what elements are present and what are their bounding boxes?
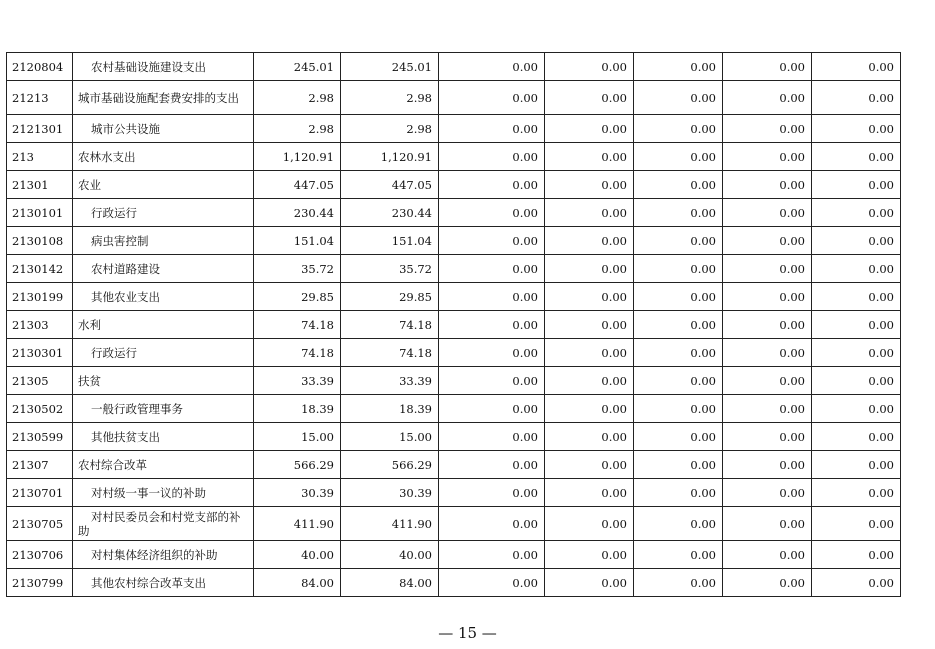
amount-cell: 2.98 bbox=[254, 81, 341, 115]
amount-cell: 0.00 bbox=[545, 227, 634, 255]
amount-cell: 1,120.91 bbox=[341, 143, 439, 171]
subject-code-cell: 2120804 bbox=[7, 53, 73, 81]
subject-code-cell: 2121301 bbox=[7, 115, 73, 143]
amount-cell: 566.29 bbox=[341, 451, 439, 479]
table-row bbox=[7, 227, 901, 255]
amount-cell: 0.00 bbox=[545, 53, 634, 81]
amount-cell: 74.18 bbox=[341, 339, 439, 367]
amount-cell: 2.98 bbox=[254, 115, 341, 143]
subject-name-cell: 农业 bbox=[73, 171, 254, 199]
table-row bbox=[7, 479, 901, 507]
subject-code-cell: 2130706 bbox=[7, 541, 73, 569]
subject-name-cell: 一般行政管理事务 bbox=[73, 395, 254, 423]
page-number: — 15 — bbox=[438, 624, 497, 642]
subject-code-cell: 2130108 bbox=[7, 227, 73, 255]
amount-cell: 0.00 bbox=[634, 339, 723, 367]
amount-cell: 0.00 bbox=[634, 541, 723, 569]
amount-cell: 29.85 bbox=[254, 283, 341, 311]
amount-cell: 0.00 bbox=[545, 423, 634, 451]
subject-name-cell: 对村民委员会和村党支部的补助 bbox=[73, 507, 254, 541]
subject-code-cell: 2130101 bbox=[7, 199, 73, 227]
subject-code-cell: 21307 bbox=[7, 451, 73, 479]
amount-cell: 0.00 bbox=[634, 115, 723, 143]
budget-table-body bbox=[7, 53, 901, 597]
amount-cell: 0.00 bbox=[634, 283, 723, 311]
amount-cell: 0.00 bbox=[634, 53, 723, 81]
amount-cell: 0.00 bbox=[812, 395, 901, 423]
amount-cell: 0.00 bbox=[545, 451, 634, 479]
amount-cell: 30.39 bbox=[341, 479, 439, 507]
amount-cell: 0.00 bbox=[634, 199, 723, 227]
table-row bbox=[7, 171, 901, 199]
amount-cell: 0.00 bbox=[545, 255, 634, 283]
table-row bbox=[7, 115, 901, 143]
table-row bbox=[7, 53, 901, 81]
amount-cell: 0.00 bbox=[439, 227, 545, 255]
amount-cell: 0.00 bbox=[545, 507, 634, 541]
subject-code-cell: 2130799 bbox=[7, 569, 73, 597]
amount-cell: 0.00 bbox=[634, 507, 723, 541]
amount-cell: 0.00 bbox=[439, 569, 545, 597]
amount-cell: 0.00 bbox=[439, 423, 545, 451]
amount-cell: 0.00 bbox=[723, 227, 812, 255]
amount-cell: 0.00 bbox=[634, 81, 723, 115]
amount-cell: 0.00 bbox=[634, 367, 723, 395]
amount-cell: 74.18 bbox=[341, 311, 439, 339]
table-row bbox=[7, 569, 901, 597]
amount-cell: 0.00 bbox=[439, 541, 545, 569]
subject-name-cell: 农村基础设施建设支出 bbox=[73, 53, 254, 81]
amount-cell: 411.90 bbox=[341, 507, 439, 541]
table-row bbox=[7, 311, 901, 339]
amount-cell: 447.05 bbox=[254, 171, 341, 199]
amount-cell: 0.00 bbox=[439, 479, 545, 507]
amount-cell: 0.00 bbox=[723, 395, 812, 423]
amount-cell: 35.72 bbox=[254, 255, 341, 283]
amount-cell: 230.44 bbox=[254, 199, 341, 227]
subject-code-cell: 2130142 bbox=[7, 255, 73, 283]
amount-cell: 0.00 bbox=[723, 115, 812, 143]
subject-name-cell: 其他农业支出 bbox=[73, 283, 254, 311]
amount-cell: 0.00 bbox=[545, 283, 634, 311]
amount-cell: 0.00 bbox=[723, 255, 812, 283]
amount-cell: 40.00 bbox=[341, 541, 439, 569]
amount-cell: 0.00 bbox=[812, 143, 901, 171]
table-row bbox=[7, 451, 901, 479]
amount-cell: 84.00 bbox=[341, 569, 439, 597]
subject-code-cell: 21301 bbox=[7, 171, 73, 199]
amount-cell: 35.72 bbox=[341, 255, 439, 283]
amount-cell: 0.00 bbox=[723, 283, 812, 311]
amount-cell: 230.44 bbox=[341, 199, 439, 227]
amount-cell: 0.00 bbox=[439, 115, 545, 143]
table-row bbox=[7, 81, 901, 115]
amount-cell: 0.00 bbox=[812, 171, 901, 199]
amount-cell: 15.00 bbox=[254, 423, 341, 451]
amount-cell: 0.00 bbox=[634, 227, 723, 255]
amount-cell: 0.00 bbox=[723, 507, 812, 541]
amount-cell: 0.00 bbox=[723, 451, 812, 479]
amount-cell: 0.00 bbox=[723, 81, 812, 115]
amount-cell: 84.00 bbox=[254, 569, 341, 597]
amount-cell: 0.00 bbox=[812, 255, 901, 283]
amount-cell: 0.00 bbox=[812, 199, 901, 227]
amount-cell: 0.00 bbox=[634, 255, 723, 283]
subject-code-cell: 2130502 bbox=[7, 395, 73, 423]
subject-name-cell: 扶贫 bbox=[73, 367, 254, 395]
amount-cell: 0.00 bbox=[812, 311, 901, 339]
amount-cell: 0.00 bbox=[545, 199, 634, 227]
table-row bbox=[7, 255, 901, 283]
amount-cell: 0.00 bbox=[439, 255, 545, 283]
amount-cell: 0.00 bbox=[812, 569, 901, 597]
subject-name-cell: 其他扶贫支出 bbox=[73, 423, 254, 451]
subject-code-cell: 2130199 bbox=[7, 283, 73, 311]
table-row bbox=[7, 541, 901, 569]
amount-cell: 0.00 bbox=[723, 171, 812, 199]
table-row bbox=[7, 507, 901, 541]
amount-cell: 0.00 bbox=[439, 143, 545, 171]
subject-code-cell: 2130301 bbox=[7, 339, 73, 367]
table-row bbox=[7, 395, 901, 423]
amount-cell: 447.05 bbox=[341, 171, 439, 199]
amount-cell: 33.39 bbox=[254, 367, 341, 395]
table-row bbox=[7, 339, 901, 367]
amount-cell: 0.00 bbox=[812, 81, 901, 115]
subject-code-cell: 2130705 bbox=[7, 507, 73, 541]
amount-cell: 0.00 bbox=[634, 451, 723, 479]
amount-cell: 0.00 bbox=[439, 171, 545, 199]
subject-code-cell: 2130599 bbox=[7, 423, 73, 451]
amount-cell: 0.00 bbox=[812, 227, 901, 255]
subject-name-cell: 对村集体经济组织的补助 bbox=[73, 541, 254, 569]
table-row bbox=[7, 423, 901, 451]
subject-name-cell: 水利 bbox=[73, 311, 254, 339]
amount-cell: 2.98 bbox=[341, 115, 439, 143]
amount-cell: 0.00 bbox=[812, 479, 901, 507]
amount-cell: 2.98 bbox=[341, 81, 439, 115]
amount-cell: 0.00 bbox=[812, 115, 901, 143]
amount-cell: 0.00 bbox=[439, 451, 545, 479]
amount-cell: 0.00 bbox=[545, 81, 634, 115]
amount-cell: 0.00 bbox=[723, 541, 812, 569]
amount-cell: 0.00 bbox=[545, 171, 634, 199]
subject-code-cell: 213 bbox=[7, 143, 73, 171]
amount-cell: 0.00 bbox=[439, 311, 545, 339]
amount-cell: 0.00 bbox=[439, 395, 545, 423]
amount-cell: 0.00 bbox=[723, 199, 812, 227]
amount-cell: 0.00 bbox=[812, 423, 901, 451]
amount-cell: 0.00 bbox=[723, 569, 812, 597]
amount-cell: 18.39 bbox=[341, 395, 439, 423]
amount-cell: 29.85 bbox=[341, 283, 439, 311]
amount-cell: 0.00 bbox=[723, 143, 812, 171]
amount-cell: 1,120.91 bbox=[254, 143, 341, 171]
subject-name-cell: 城市公共设施 bbox=[73, 115, 254, 143]
amount-cell: 0.00 bbox=[439, 81, 545, 115]
subject-name-cell: 行政运行 bbox=[73, 199, 254, 227]
amount-cell: 0.00 bbox=[634, 423, 723, 451]
amount-cell: 0.00 bbox=[812, 541, 901, 569]
amount-cell: 0.00 bbox=[545, 395, 634, 423]
amount-cell: 0.00 bbox=[634, 171, 723, 199]
amount-cell: 0.00 bbox=[439, 339, 545, 367]
budget-table bbox=[6, 52, 901, 597]
amount-cell: 0.00 bbox=[439, 283, 545, 311]
subject-code-cell: 21305 bbox=[7, 367, 73, 395]
amount-cell: 0.00 bbox=[723, 423, 812, 451]
subject-name-cell: 农村综合改革 bbox=[73, 451, 254, 479]
amount-cell: 0.00 bbox=[723, 367, 812, 395]
amount-cell: 30.39 bbox=[254, 479, 341, 507]
amount-cell: 18.39 bbox=[254, 395, 341, 423]
table-row bbox=[7, 367, 901, 395]
table-row bbox=[7, 199, 901, 227]
amount-cell: 0.00 bbox=[812, 53, 901, 81]
amount-cell: 0.00 bbox=[812, 283, 901, 311]
amount-cell: 0.00 bbox=[812, 451, 901, 479]
amount-cell: 0.00 bbox=[439, 507, 545, 541]
amount-cell: 0.00 bbox=[723, 53, 812, 81]
amount-cell: 151.04 bbox=[341, 227, 439, 255]
amount-cell: 0.00 bbox=[545, 479, 634, 507]
amount-cell: 0.00 bbox=[545, 569, 634, 597]
amount-cell: 74.18 bbox=[254, 339, 341, 367]
amount-cell: 0.00 bbox=[545, 339, 634, 367]
amount-cell: 245.01 bbox=[254, 53, 341, 81]
amount-cell: 0.00 bbox=[634, 311, 723, 339]
amount-cell: 245.01 bbox=[341, 53, 439, 81]
amount-cell: 0.00 bbox=[723, 311, 812, 339]
amount-cell: 0.00 bbox=[634, 479, 723, 507]
amount-cell: 0.00 bbox=[634, 143, 723, 171]
amount-cell: 0.00 bbox=[545, 541, 634, 569]
amount-cell: 0.00 bbox=[545, 311, 634, 339]
amount-cell: 0.00 bbox=[634, 569, 723, 597]
table-row bbox=[7, 283, 901, 311]
subject-name-cell: 农村道路建设 bbox=[73, 255, 254, 283]
subject-name-cell: 病虫害控制 bbox=[73, 227, 254, 255]
amount-cell: 74.18 bbox=[254, 311, 341, 339]
amount-cell: 0.00 bbox=[439, 199, 545, 227]
amount-cell: 0.00 bbox=[439, 53, 545, 81]
amount-cell: 0.00 bbox=[723, 339, 812, 367]
subject-name-cell: 对村级一事一议的补助 bbox=[73, 479, 254, 507]
subject-code-cell: 2130701 bbox=[7, 479, 73, 507]
amount-cell: 15.00 bbox=[341, 423, 439, 451]
amount-cell: 151.04 bbox=[254, 227, 341, 255]
subject-code-cell: 21213 bbox=[7, 81, 73, 115]
subject-name-cell: 城市基础设施配套费安排的支出 bbox=[73, 81, 254, 115]
amount-cell: 0.00 bbox=[812, 367, 901, 395]
amount-cell: 0.00 bbox=[545, 367, 634, 395]
amount-cell: 411.90 bbox=[254, 507, 341, 541]
amount-cell: 0.00 bbox=[812, 339, 901, 367]
amount-cell: 40.00 bbox=[254, 541, 341, 569]
amount-cell: 0.00 bbox=[723, 479, 812, 507]
subject-code-cell: 21303 bbox=[7, 311, 73, 339]
table-row bbox=[7, 143, 901, 171]
subject-name-cell: 农林水支出 bbox=[73, 143, 254, 171]
amount-cell: 33.39 bbox=[341, 367, 439, 395]
amount-cell: 0.00 bbox=[545, 115, 634, 143]
amount-cell: 0.00 bbox=[439, 367, 545, 395]
amount-cell: 566.29 bbox=[254, 451, 341, 479]
amount-cell: 0.00 bbox=[634, 395, 723, 423]
subject-name-cell: 其他农村综合改革支出 bbox=[73, 569, 254, 597]
amount-cell: 0.00 bbox=[545, 143, 634, 171]
subject-name-cell: 行政运行 bbox=[73, 339, 254, 367]
amount-cell: 0.00 bbox=[812, 507, 901, 541]
